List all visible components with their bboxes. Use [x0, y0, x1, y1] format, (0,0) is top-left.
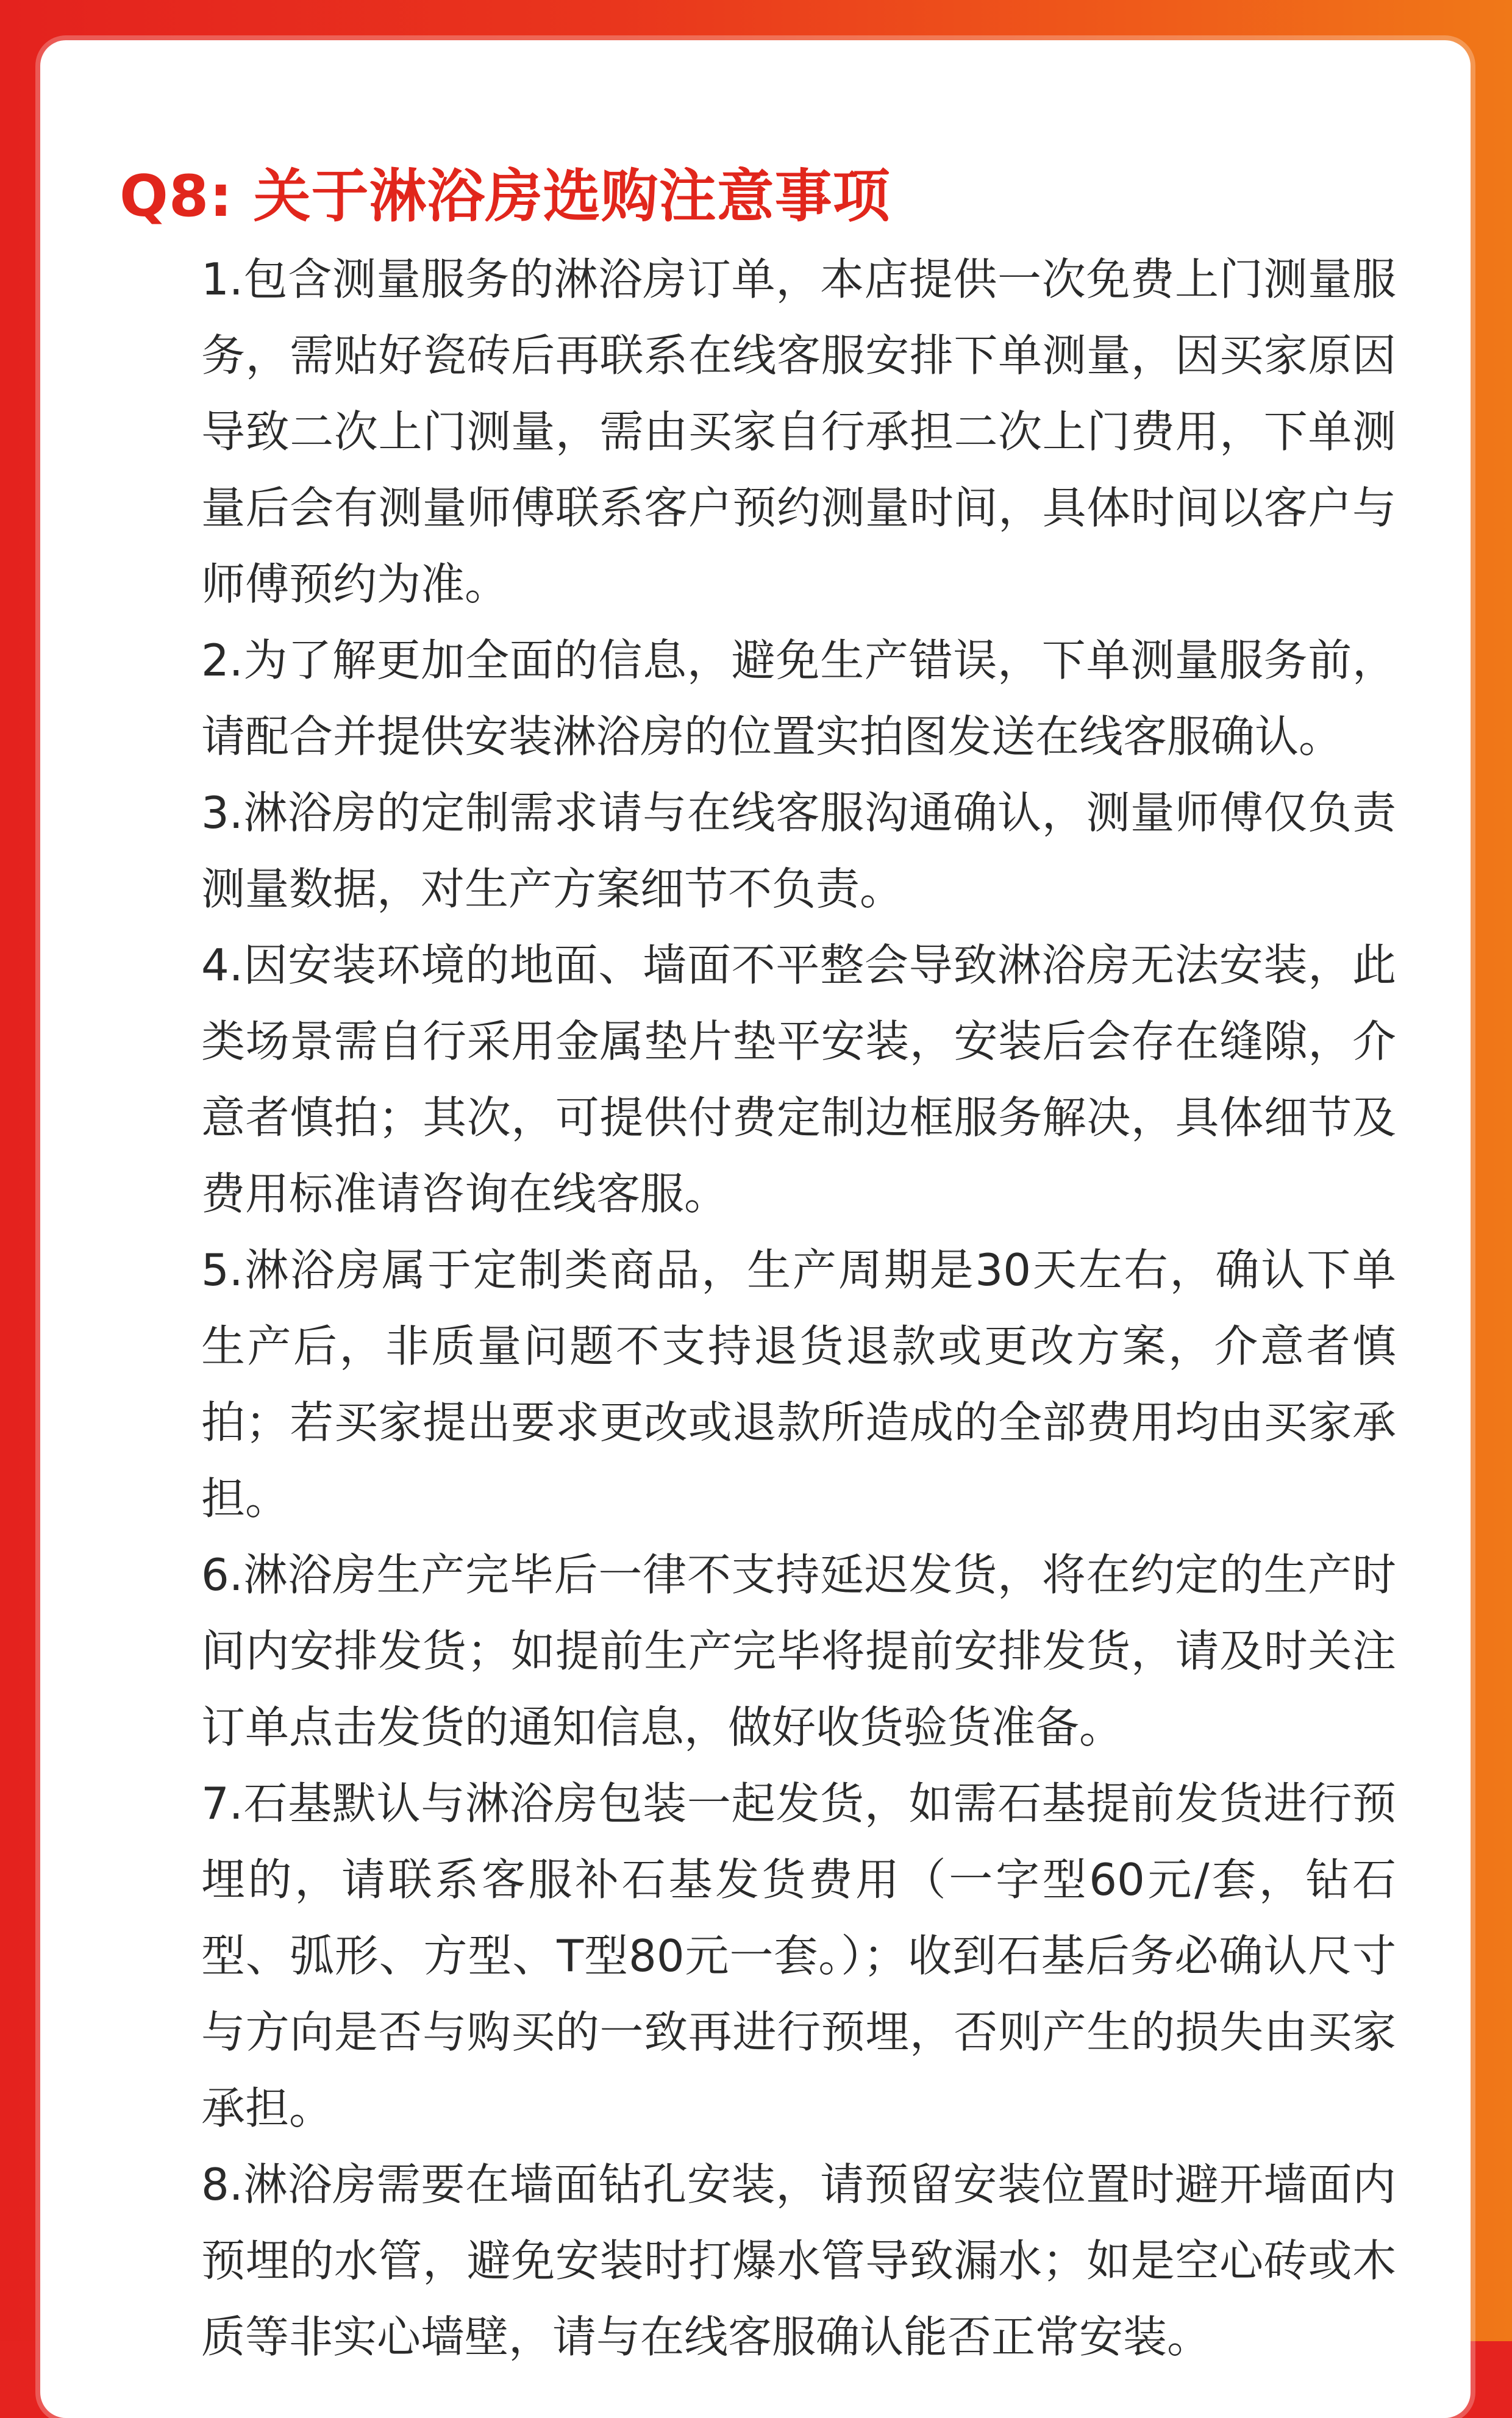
notice-item-7: 7.石基默认与淋浴房包装一起发货，如需石基提前发货进行预埋的，请联系客服补石基发货费用（一字型60元/套，钻石型、弧形、方型、T型80元一套。）；收到石基后务必确认尺寸与方向是否与购买的一致再进行预埋，否则产生的损失由买家承担。 — [201, 1778, 1396, 2134]
notice-item-6: 6.淋浴房生产完毕后一律不支持延迟发货，将在约定的生产时间内安排发货；如提前生产完毕将提前安排发货，请及时关注订单点击发货的通知信息，做好收货验货准备。 — [201, 1549, 1396, 1753]
notice-item-3: 3.淋浴房的定制需求请与在线客服沟通确认，测量师傅仅负责测量数据，对生产方案细节不负责。 — [201, 787, 1396, 915]
notice-item-5: 5.淋浴房属于定制类商品，生产周期是30天左右，确认下单生产后，非质量问题不支持退货退款或更改方案，介意者慎拍；若买家提出要求更改或退款所造成的全部费用均由买家承担。 — [201, 1244, 1396, 1524]
notice-card — [40, 40, 1471, 2418]
notice-item-8: 8.淋浴房需要在墙面钻孔安装，请预留安装位置时避开墙面内预埋的水管，避免安装时打爆水管导致漏水；如是空心砖或木质等非实心墙壁，请与在线客服确认能否正常安装。 — [201, 2159, 1396, 2363]
notice-item-1: 1.包含测量服务的淋浴房订单，本店提供一次免费上门测量服务，需贴好瓷砖后再联系在线客服安排下单测量，因买家原因导致二次上门测量，需由买家自行承担二次上门费用，下单测量后会有测量师傅联系客户预约测量时间，具体时间以客户与师傅预约为准。 — [201, 254, 1396, 610]
notice-list — [201, 241, 1396, 2375]
notice-item-2: 2.为了解更加全面的信息，避免生产错误，下单测量服务前，请配合并提供安装淋浴房的位置实拍图发送在线客服确认。 — [201, 635, 1396, 762]
page-title: Q8: 关于淋浴房选购注意事项 — [119, 163, 891, 230]
notice-item-4: 4.因安装环境的地面、墙面不平整会导致淋浴房无法安装，此类场景需自行采用金属垫片垫平安装，安装后会存在缝隙，介意者慎拍；其次，可提供付费定制边框服务解决，具体细节及费用标准请咨询在线客服。 — [201, 940, 1396, 1219]
